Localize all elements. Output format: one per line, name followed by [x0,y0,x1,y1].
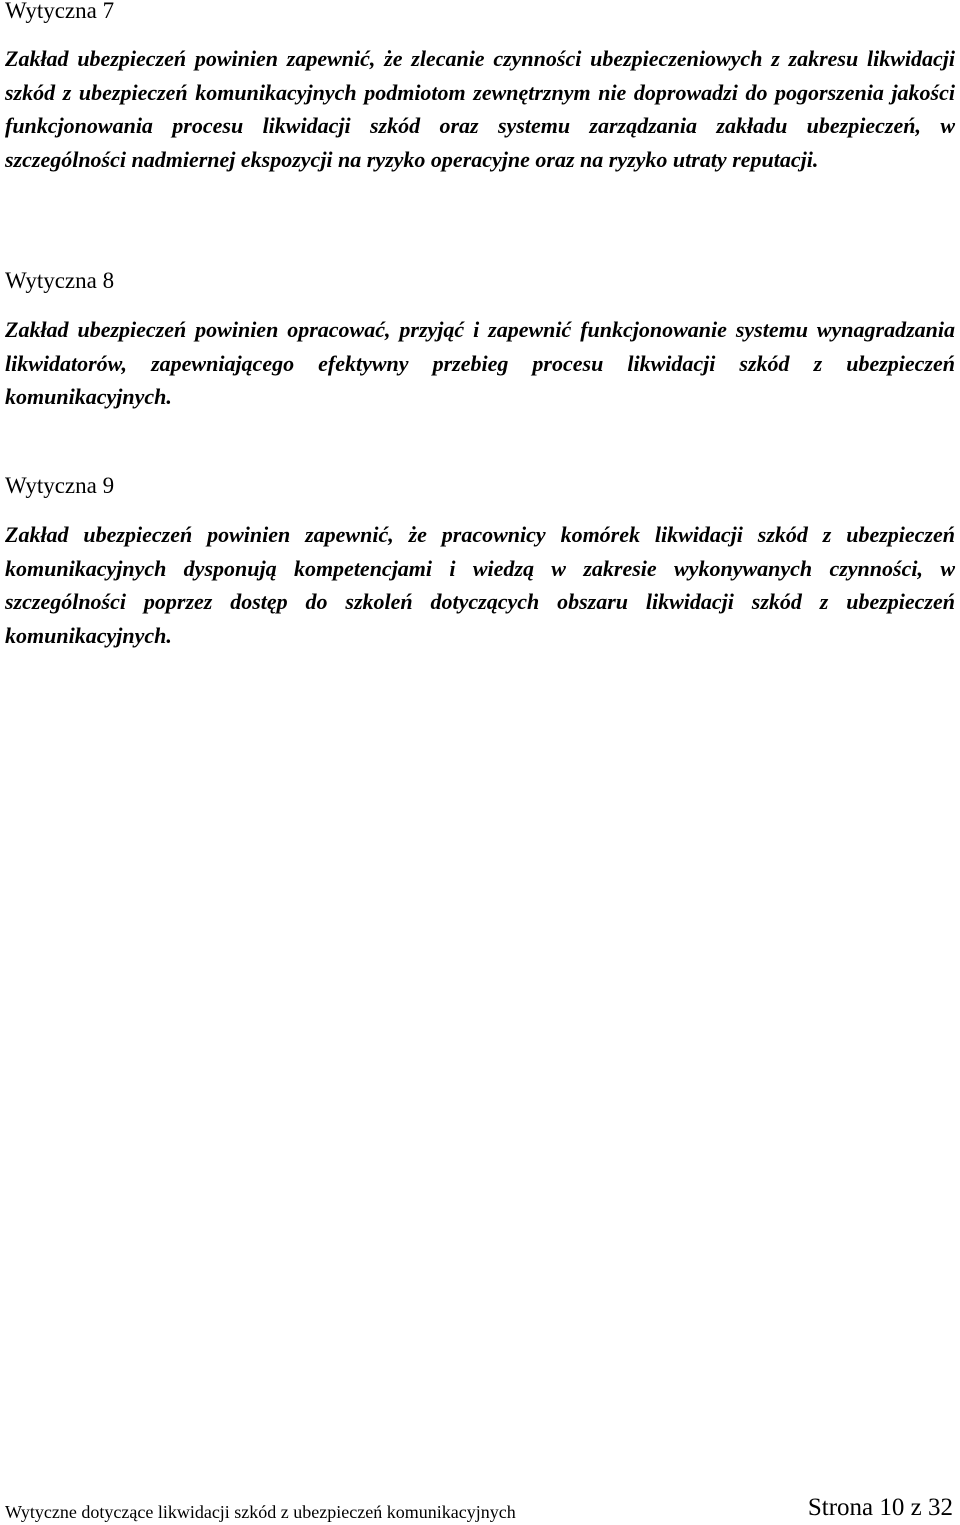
guideline-8 [5,266,955,414]
footer-page-number: Strona 10 z 32 [807,1494,953,1521]
guideline-8-text: Zakład ubezpieczeń powinien opracować, przyjąć i zapewnić funkcjonowanie systemu wynagradzania likwidatorów, zapewniającego efektywny przebieg procesu likwidacji szkód z ubezpieczeń komunikacyjnych. [5,317,955,409]
page-footer [5,1493,955,1523]
guideline-9-text: Zakład ubezpieczeń powinien zapewnić, że pracownicy komórek likwidacji szkód z ubezpieczeń komunikacyjnych dysponują kompetencjami i wiedzą w zakresie wykonywanych czynności, w szczególności poprzez dostęp do szkoleń dotyczących obszaru likwidacji szkód z ubezpieczeń komunikacyjnych. [5,522,955,648]
guideline-7-heading: Wytyczna 7 [5,0,115,23]
footer-document-title: Wytyczne dotyczące likwidacji szkód z ubezpieczeń komunikacyjnych [5,1502,516,1522]
guideline-9-heading: Wytyczna 9 [5,473,115,498]
guideline-7 [5,0,955,176]
guideline-8-heading: Wytyczna 8 [5,268,115,293]
guideline-7-text: Zakład ubezpieczeń powinien zapewnić, że zlecanie czynności ubezpieczeniowych z zakresu likwidacji szkód z ubezpieczeń komunikacyjnych podmiotom zewnętrznym nie doprowadzi do pogorszenia jakości funkcjonowania procesu likwidacji szkód oraz systemu zarządzania zakładu ubezpieczeń, w szczególności nadmiernej ekspozycji na ryzyko operacyjne oraz na ryzyko utraty reputacji. [5,46,955,172]
guideline-9 [5,471,955,652]
